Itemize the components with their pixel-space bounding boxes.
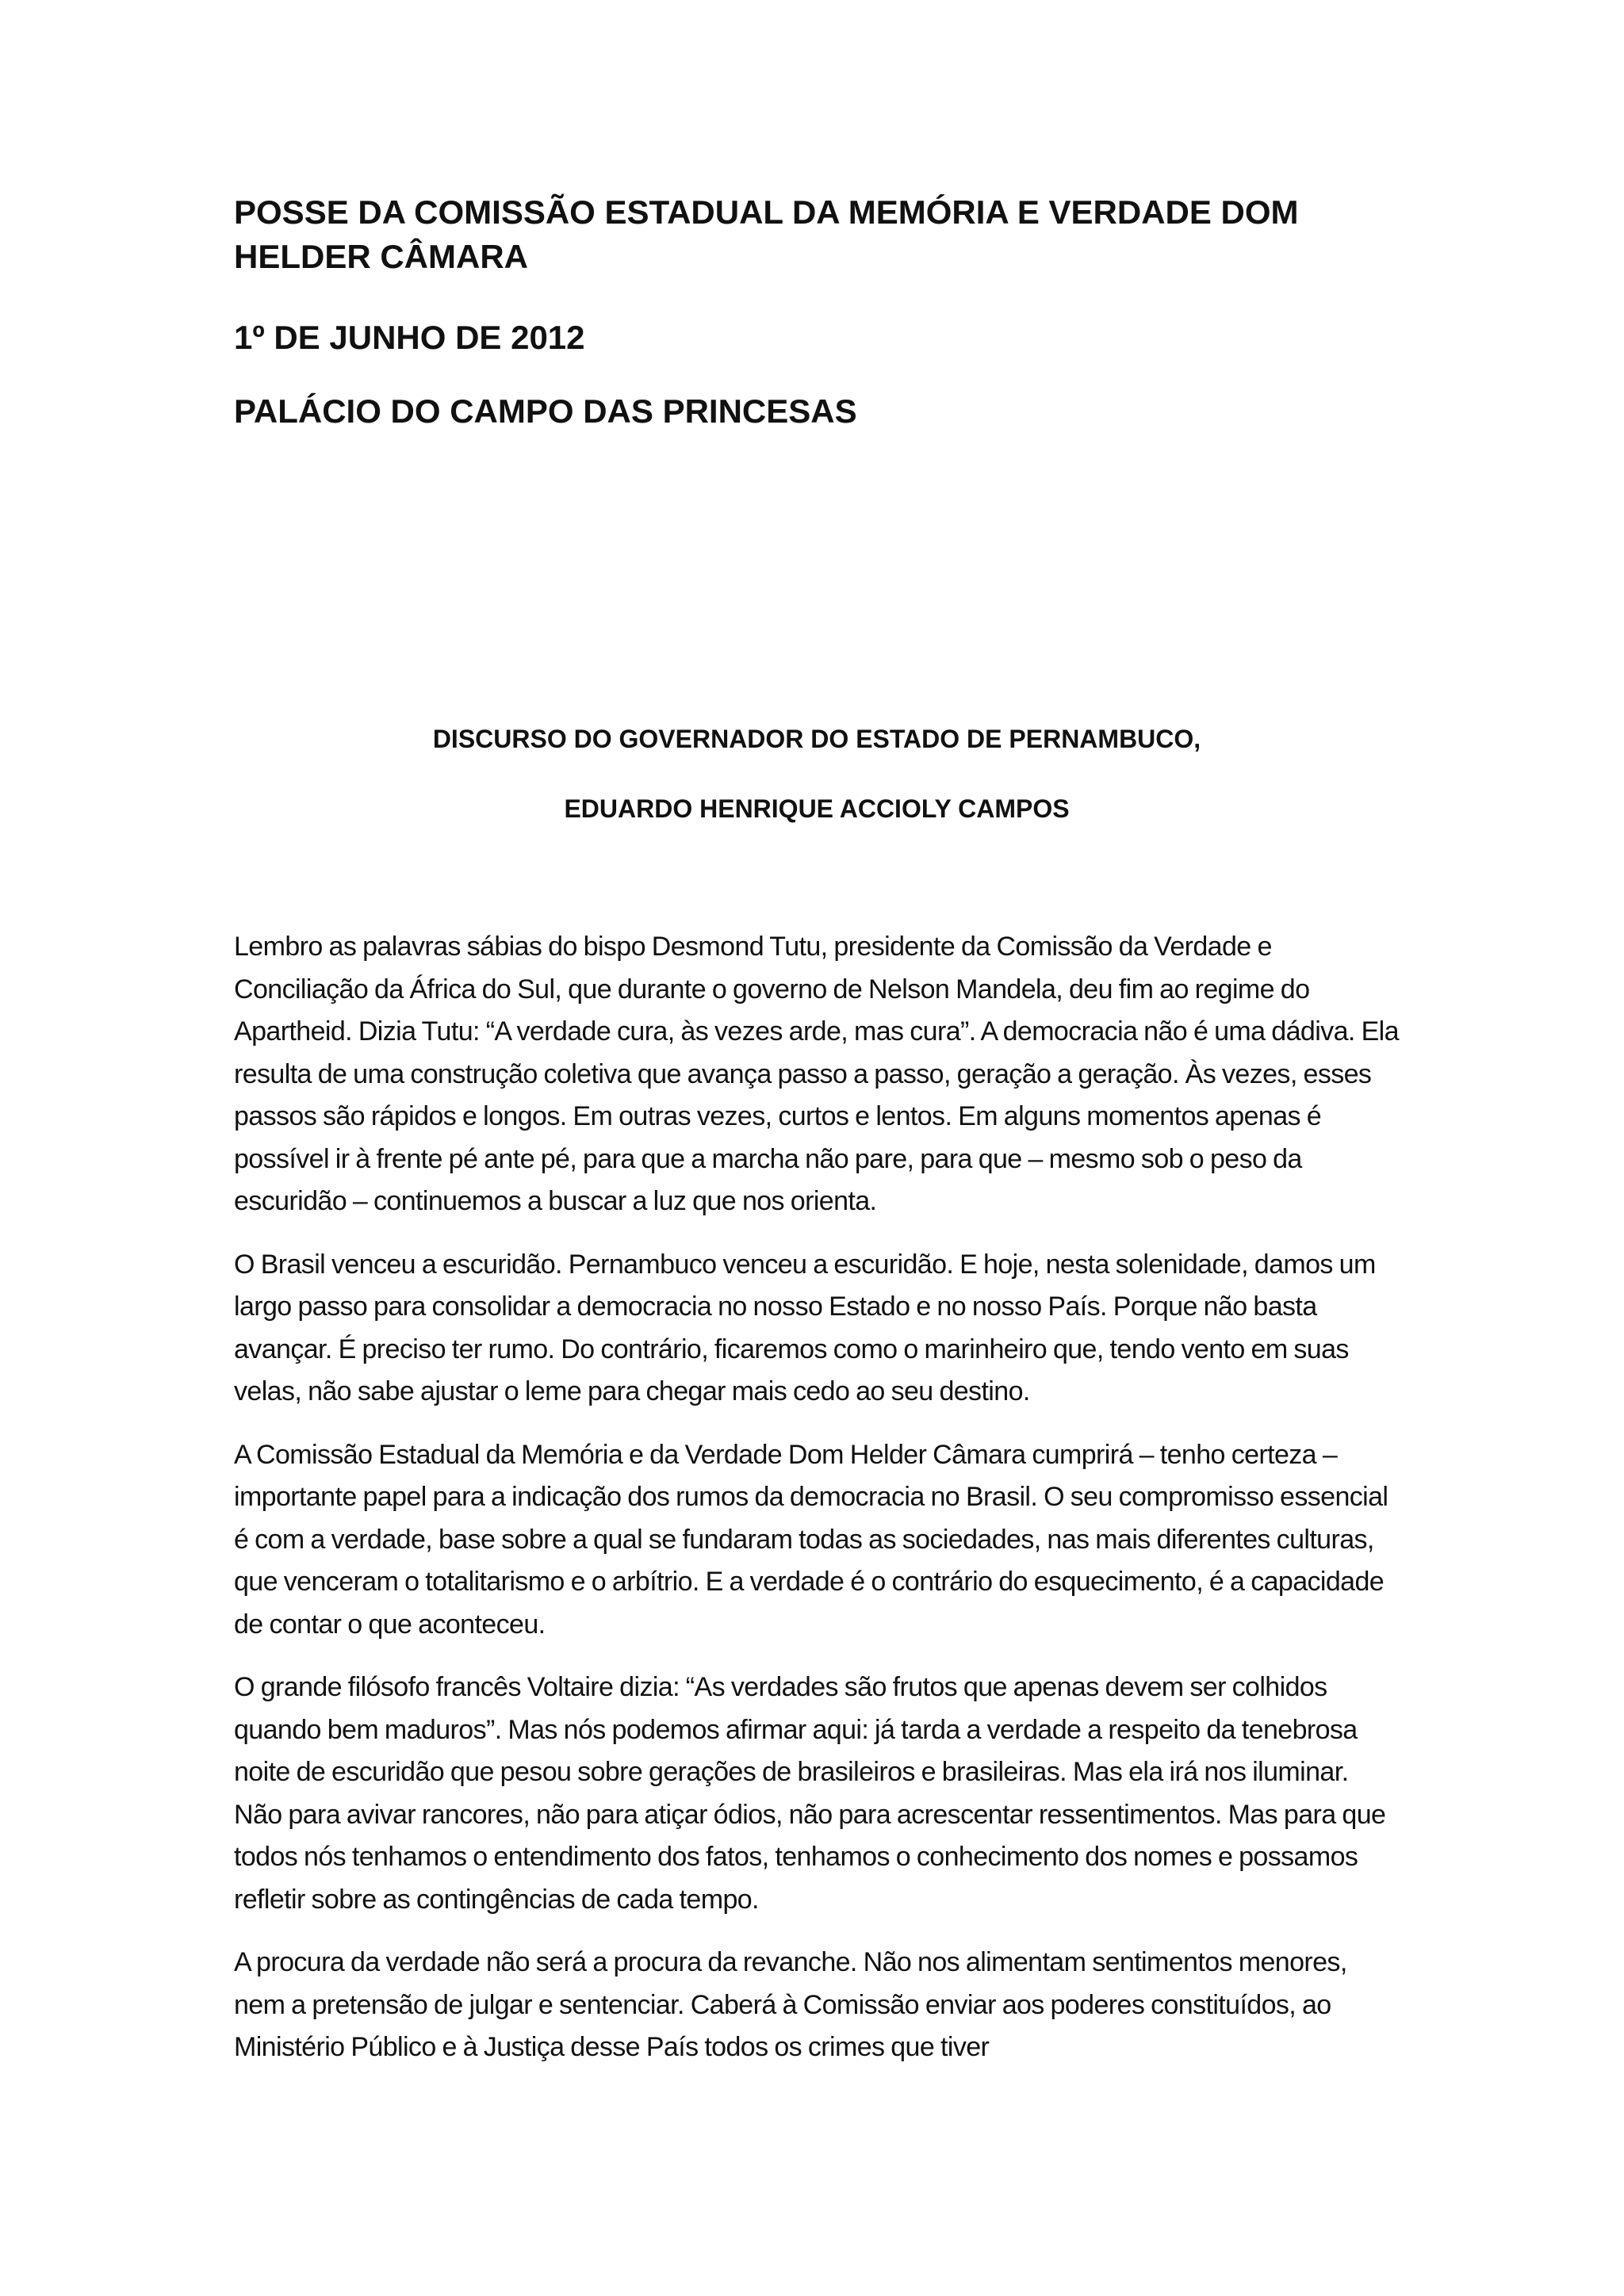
- document-title: POSSE DA COMISSÃO ESTADUAL DA MEMÓRIA E VERDADE DOM HELDER CÂMARA: [234, 193, 1299, 275]
- event-place: PALÁCIO DO CAMPO DAS PRINCESAS: [234, 392, 857, 430]
- paragraph: A procura da verdade não será a procura da revanche. Não nos alimentam sentimentos menores, nem a pretensão de julgar e sentenciar. Caberá à Comissão enviar aos poderes constituídos, ao Ministério Público e à Justiça desse País todos os crimes que tiver: [234, 1947, 1347, 2062]
- paragraph: A Comissão Estadual da Memória e da Verdade Dom Helder Câmara cumprirá – tenho certeza – importante papel para a indicação dos rumos da democracia no Brasil. O seu compromisso essencial é com a verdade, base sobre a qual se fundaram todas as sociedades, nas mais diferentes culturas, que venceram o totalitarismo e o arbítrio. E a verdade é o contrário do esquecimento, é a capacidade de contar o que aconteceu.: [234, 1439, 1388, 1640]
- paragraph: O grande filósofo francês Voltaire dizia: “As verdades são frutos que apenas devem ser colhidos quando bem maduros”. Mas nós podemos afirmar aqui: já tarda a verdade a respeito da tenebrosa noite de escuridão que pesou sobre gerações de brasileiros e brasileiras. Mas ela irá nos iluminar. Não para avivar rancores, não para atiçar ódios, não para acrescentar ressentimentos. Mas para que todos nós tenhamos o entendimento dos fatos, tenhamos o conhecimento dos nomes e possamos refletir sobre as contingências de cada tempo.: [234, 1672, 1386, 1915]
- speech-subtitle-line-2: EDUARDO HENRIQUE ACCIOLY CAMPOS: [564, 794, 1070, 823]
- speech-subtitle-line-1: DISCURSO DO GOVERNADOR DO ESTADO DE PERNAMBUCO,: [432, 725, 1201, 753]
- paragraph: O Brasil venceu a escuridão. Pernambuco venceu a escuridão. E hoje, nesta solenidade, damos um largo passo para consolidar a democracia no nosso Estado e no nosso País. Porque não basta avançar. É preciso ter rumo. Do contrário, ficaremos como o marinheiro que, tendo vento em suas velas, não sabe ajustar o leme para chegar mais cedo ao seu destino.: [234, 1249, 1376, 1406]
- event-date: 1º DE JUNHO DE 2012: [234, 319, 585, 356]
- paragraph: Lembro as palavras sábias do bispo Desmond Tutu, presidente da Comissão da Verdade e Conciliação da África do Sul, que durante o governo de Nelson Mandela, deu fim ao regime do Apartheid. Dizia Tutu: “A verdade cura, às vezes arde, mas cura”. A democracia não é uma dádiva. Ela resulta de uma construção coletiva que avança passo a passo, geração a geração. Às vezes, esses passos são rápidos e longos. Em outras vezes, curtos e lentos. Em alguns momentos apenas é possível ir à frente pé ante pé, para que a marcha não pare, para que – mesmo sob o peso da escuridão – continuemos a buscar a luz que nos orienta.: [234, 932, 1399, 1216]
- speech-body: [234, 926, 1400, 2090]
